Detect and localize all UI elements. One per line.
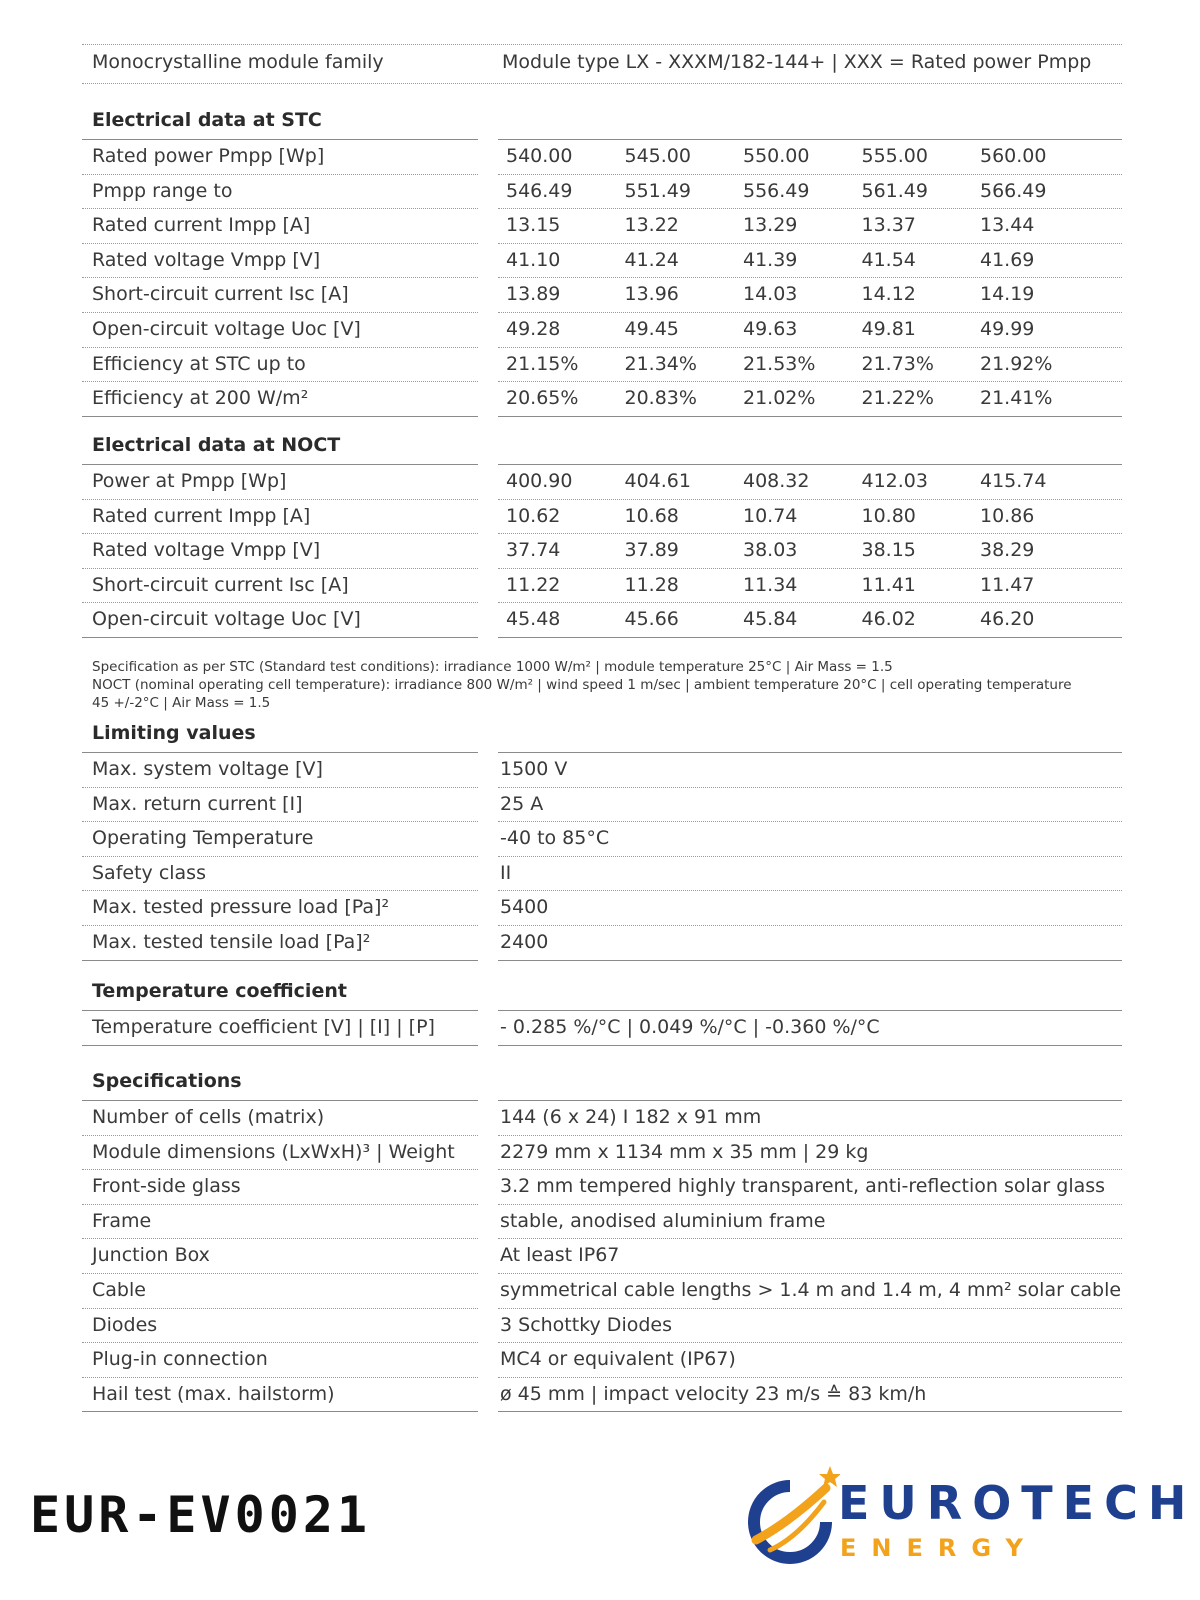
row-label: Short-circuit current Isc [A] [82, 568, 478, 603]
row-label: Max. tested pressure load [Pa]² [82, 890, 478, 925]
table-row [498, 243, 1122, 278]
noct-values [498, 464, 1122, 638]
table-row [498, 277, 1122, 312]
cell: 13.22 [624, 214, 679, 237]
cell: 540.00 [506, 145, 573, 167]
cell: 551.49 [624, 179, 691, 202]
row-value: 2279 mm x 1134 mm x 35 mm | 29 kg [498, 1135, 1122, 1170]
row-value: stable, anodised aluminium frame [498, 1204, 1122, 1239]
specs-labels [82, 1100, 478, 1412]
cell: 550.00 [743, 145, 810, 167]
row-label: Diodes [82, 1308, 478, 1343]
row-label: Plug-in connection [82, 1342, 478, 1377]
section-title: Specifications [92, 1070, 242, 1092]
table-row [498, 499, 1122, 534]
cell: 545.00 [624, 145, 691, 167]
cell: 41.54 [861, 248, 916, 271]
cell: 21.02% [743, 387, 816, 410]
cell: 41.69 [980, 248, 1035, 271]
row-value: -40 to 85°C [498, 821, 1122, 856]
row-label: Efficiency at STC up to [82, 347, 478, 382]
table-row [498, 347, 1122, 382]
module-family-label: Monocrystalline module family [92, 51, 384, 73]
row-label: Number of cells (matrix) [92, 1106, 325, 1128]
cell: 45.84 [743, 608, 798, 631]
row-label: Frame [82, 1204, 478, 1239]
row-value: ø 45 mm | impact velocity 23 m/s ≙ 83 km/h [498, 1377, 1122, 1412]
table-row [498, 602, 1122, 637]
row-label: Junction Box [82, 1238, 478, 1273]
cell: 13.44 [980, 214, 1035, 237]
row-value: 3 Schottky Diodes [498, 1308, 1122, 1343]
cell: 20.65% [506, 387, 579, 410]
cell: 14.19 [980, 283, 1035, 306]
cell: 11.28 [624, 573, 679, 596]
limiting-labels [82, 752, 478, 961]
row-value: 3.2 mm tempered highly transparent, anti-reflection solar glass [498, 1169, 1122, 1204]
specs-values [498, 1100, 1122, 1412]
cell: 37.89 [624, 539, 679, 562]
cell: 21.34% [624, 352, 697, 375]
cell: 49.63 [743, 317, 798, 340]
cell: 11.41 [861, 573, 916, 596]
row-label: Open-circuit voltage Uoc [V] [82, 602, 478, 637]
module-type-label: Module type LX - XXXM/182-144+ | XXX = Rated power Pmpp [502, 51, 1092, 73]
cell: 10.80 [861, 504, 916, 527]
cell: 38.15 [861, 539, 916, 562]
row-label: Cable [82, 1273, 478, 1308]
cell: 37.74 [506, 539, 561, 562]
cell: 13.15 [506, 214, 561, 237]
tempcoef-values [498, 1010, 1122, 1046]
cell: 21.92% [980, 352, 1053, 375]
cell: 404.61 [624, 470, 691, 492]
cell: 46.20 [980, 608, 1035, 631]
row-label: Max. return current [I] [82, 787, 478, 822]
row-value: At least IP67 [498, 1238, 1122, 1273]
row-label: Rated current Impp [A] [82, 499, 478, 534]
eurotech-energy-logo [740, 1462, 1197, 1582]
cell: 14.03 [743, 283, 798, 306]
row-label: Rated power Pmpp [Wp] [92, 145, 325, 167]
section-stc [82, 101, 1122, 417]
cell: 21.22% [861, 387, 934, 410]
table-row [498, 465, 1122, 499]
row-label: Power at Pmpp [Wp] [92, 470, 287, 492]
row-value: II [498, 856, 1122, 891]
cell: 38.29 [980, 539, 1035, 562]
cell: 38.03 [743, 539, 798, 562]
logo-emblem-icon [740, 1462, 840, 1582]
cell: 21.73% [861, 352, 934, 375]
row-label: Rated current Impp [A] [82, 208, 478, 243]
cell: 11.22 [506, 573, 561, 596]
cell: 561.49 [861, 179, 928, 202]
cell: 555.00 [861, 145, 928, 167]
row-label: Efficiency at 200 W/m² [82, 381, 478, 416]
cell: 10.68 [624, 504, 679, 527]
cell: 556.49 [743, 179, 810, 202]
table-row [498, 208, 1122, 243]
cell: 408.32 [743, 470, 810, 492]
row-value: 1500 V [500, 758, 568, 780]
cell: 14.12 [861, 283, 916, 306]
cell: 21.15% [506, 352, 579, 375]
document-id: EUR-EV0021 [30, 1486, 372, 1544]
row-label: Max. tested tensile load [Pa]² [82, 925, 478, 960]
row-value: 2400 [498, 925, 1122, 960]
cell: 13.29 [743, 214, 798, 237]
table-row [498, 312, 1122, 347]
row-value: - 0.285 %/°C | 0.049 %/°C | -0.360 %/°C [500, 1016, 880, 1038]
stc-labels [82, 139, 478, 417]
row-label: Short-circuit current Isc [A] [82, 277, 478, 312]
section-temperature-coefficient [82, 972, 1122, 1046]
footnotes [92, 658, 1102, 712]
row-value: symmetrical cable lengths > 1.4 m and 1.4 m, 4 mm² solar cable [498, 1273, 1122, 1308]
table-row [498, 381, 1122, 416]
row-label: Operating Temperature [82, 821, 478, 856]
cell: 415.74 [980, 470, 1047, 492]
cell: 41.39 [743, 248, 798, 271]
cell: 49.81 [861, 317, 916, 340]
row-label: Module dimensions (LxWxH)³ | Weight [82, 1135, 478, 1170]
section-limiting [82, 714, 1122, 961]
stc-values [498, 139, 1122, 417]
cell: 13.37 [861, 214, 916, 237]
cell: 20.83% [624, 387, 697, 410]
row-label: Rated voltage Vmpp [V] [82, 243, 478, 278]
cell: 11.47 [980, 573, 1035, 596]
cell: 566.49 [980, 179, 1047, 202]
cell: 49.45 [624, 317, 679, 340]
cell: 45.66 [624, 608, 679, 631]
logo-subword: ENERGY [840, 1534, 1038, 1562]
logo-word: EUROTECH [838, 1476, 1197, 1530]
cell: 560.00 [980, 145, 1047, 167]
row-value: MC4 or equivalent (IP67) [498, 1342, 1122, 1377]
row-label: Front-side glass [82, 1169, 478, 1204]
cell: 10.62 [506, 504, 561, 527]
tempcoef-labels [82, 1010, 478, 1046]
row-value: 25 A [498, 787, 1122, 822]
cell: 21.53% [743, 352, 816, 375]
row-label: Hail test (max. hailstorm) [82, 1377, 478, 1412]
cell: 49.28 [506, 317, 561, 340]
row-label: Pmpp range to [82, 174, 478, 209]
cell: 412.03 [861, 470, 928, 492]
row-label: Rated voltage Vmpp [V] [82, 533, 478, 568]
section-noct [82, 426, 1122, 638]
row-value: 144 (6 x 24) I 182 x 91 mm [500, 1106, 762, 1128]
footnote-noct: NOCT (nominal operating cell temperature): irradiance 800 W/m² | wind speed 1 m/sec | ambient temperature 20°C | cell operating temperature [92, 677, 1072, 693]
cell: 13.96 [624, 283, 679, 306]
cell: 46.02 [861, 608, 916, 631]
row-label: Open-circuit voltage Uoc [V] [82, 312, 478, 347]
cell: 546.49 [506, 179, 573, 202]
cell: 13.89 [506, 283, 561, 306]
section-title: Electrical data at NOCT [92, 434, 341, 456]
cell: 10.86 [980, 504, 1035, 527]
cell: 11.34 [743, 573, 798, 596]
cell: 45.48 [506, 608, 561, 631]
row-value: 5400 [498, 890, 1122, 925]
limiting-values [498, 752, 1122, 961]
cell: 41.10 [506, 248, 561, 271]
cell: 400.90 [506, 470, 573, 492]
footnote-noct-cont: 45 +/-2°C | Air Mass = 1.5 [92, 695, 271, 711]
row-label: Safety class [82, 856, 478, 891]
table-row [498, 174, 1122, 209]
section-title: Electrical data at STC [92, 109, 322, 131]
table-row [498, 140, 1122, 174]
cell: 49.99 [980, 317, 1035, 340]
cell: 21.41% [980, 387, 1053, 410]
footnote-stc: Specification as per STC (Standard test conditions): irradiance 1000 W/m² | module temperature 25°C | Air Mass = 1.5 [92, 659, 893, 675]
section-title: Limiting values [92, 722, 256, 744]
table-row [498, 568, 1122, 603]
cell: 41.24 [624, 248, 679, 271]
noct-labels [82, 464, 478, 638]
row-label: Max. system voltage [V] [92, 758, 323, 780]
cell: 10.74 [743, 504, 798, 527]
row-label: Temperature coefficient [V] | [I] | [P] [92, 1016, 435, 1038]
section-specifications [82, 1062, 1122, 1412]
table-row [498, 533, 1122, 568]
module-family-row [82, 44, 1122, 84]
section-title: Temperature coefficient [92, 980, 347, 1002]
